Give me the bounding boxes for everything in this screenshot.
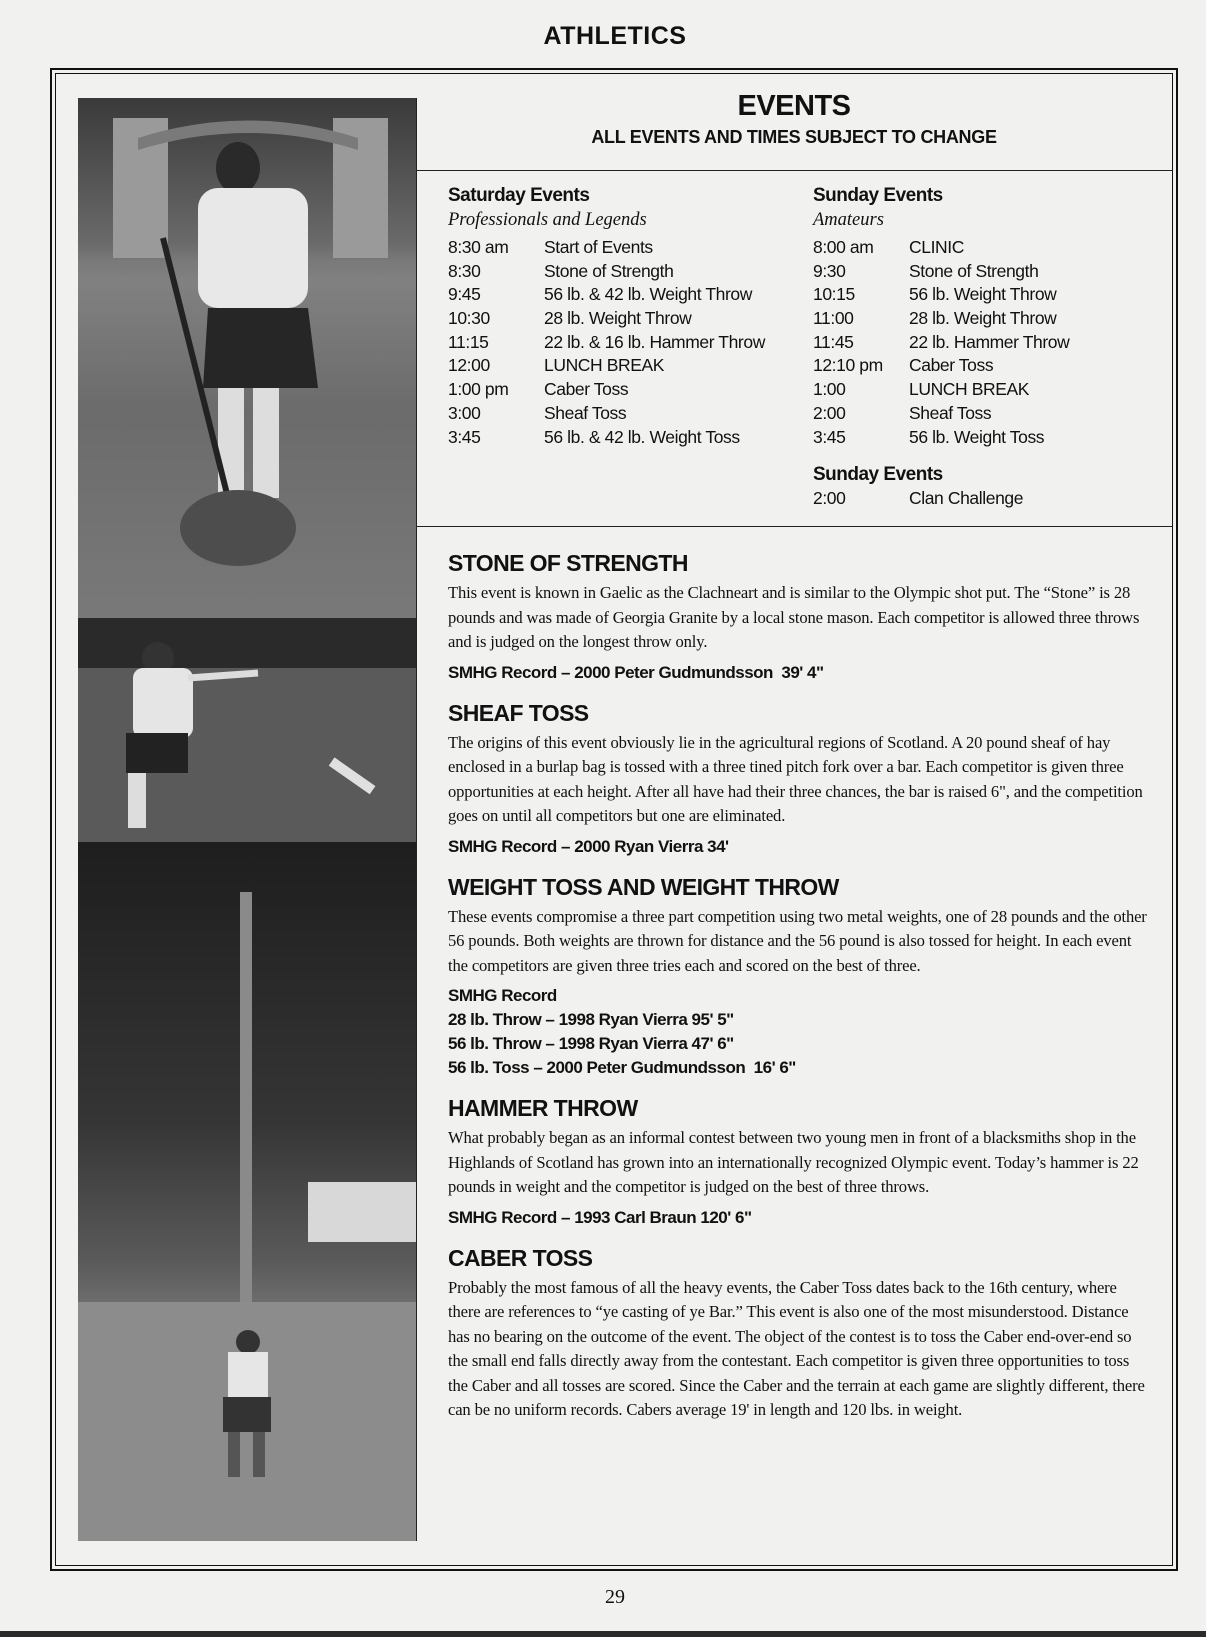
schedule-row	[448, 354, 765, 378]
schedule-row	[448, 236, 765, 260]
schedule-event: LUNCH BREAK	[544, 355, 665, 376]
athlete-stone-photo-art	[78, 98, 416, 618]
events-title: EVENTS	[737, 90, 851, 122]
schedule-row	[813, 426, 1069, 450]
event-section	[448, 870, 1148, 1081]
record-block	[448, 835, 1148, 859]
schedule-row	[813, 331, 1069, 355]
schedule-time: 11:15	[448, 331, 489, 352]
schedule-time: 9:30	[813, 260, 846, 281]
section-heading: STONE OF STRENGTH	[448, 550, 688, 576]
schedule-time: 3:00	[448, 402, 481, 423]
schedule-time: 12:10 pm	[813, 355, 883, 376]
schedule-event: Stone of Strength	[544, 260, 674, 281]
section-body: Probably the most famous of all the heavy events, the Caber Toss dates back to the 16th century, where there are references to “ye casting of ye Bar.” This event is also one of the most misunderstood. Distance has no bearing on the outcome of the event. The object of the contest is to toss the Caber end-over-end so the small end falls directly away from the contestant. Each competitor is given three opportunities to toss the Caber and all tosses are scored. Since the Caber and the terrain at each game are slightly different, there can be no uniform records. Cabers average 19' in length and 120 lbs. in weight.	[448, 1277, 1145, 1419]
schedule-row	[448, 307, 765, 331]
section-heading: SHEAF TOSS	[448, 699, 589, 726]
section-heading: HAMMER THROW	[448, 1095, 638, 1121]
section-heading: WEIGHT TOSS AND WEIGHT THROW	[448, 873, 839, 900]
record-line: 56 lb. Toss – 2000 Peter Gudmundsson 16' 6"	[448, 1058, 796, 1077]
schedule-row	[813, 378, 1069, 402]
column-divider	[416, 98, 417, 1541]
section-heading: CABER TOSS	[448, 1244, 593, 1271]
schedule-row	[813, 487, 1069, 511]
saturday-subheading: Professionals and Legends	[448, 210, 647, 230]
schedule-time: 2:00	[813, 488, 846, 509]
schedule-event: 28 lb. Weight Throw	[544, 308, 692, 329]
record-line: 56 lb. Throw – 1998 Ryan Vierra 47' 6"	[448, 1034, 734, 1053]
record-line: SMHG Record	[448, 986, 557, 1005]
schedule-event: 22 lb. Hammer Throw	[909, 331, 1070, 352]
event-section	[448, 696, 1148, 859]
schedule-event: Sheaf Toss	[544, 402, 627, 423]
divider-under-title	[416, 170, 1172, 171]
schedule-time: 8:30	[448, 260, 481, 281]
record-line: 28 lb. Throw – 1998 Ryan Vierra 95' 5"	[448, 1010, 734, 1029]
photo-caber-toss	[78, 842, 416, 1541]
schedule-row	[813, 283, 1069, 307]
sunday-schedule	[813, 184, 1069, 511]
schedule-time: 2:00	[813, 402, 846, 423]
schedule-event: Start of Events	[544, 237, 653, 257]
saturday-schedule	[448, 184, 765, 449]
sunday2-heading: Sunday Events	[813, 464, 943, 486]
schedule-row	[813, 402, 1069, 426]
schedule-time: 10:15	[813, 284, 855, 305]
schedule-event: 22 lb. & 16 lb. Hammer Throw	[544, 331, 765, 352]
schedule-row	[813, 260, 1069, 284]
schedule-row	[813, 307, 1069, 331]
schedule-row	[448, 260, 765, 284]
schedule-event: 56 lb. Weight Toss	[909, 426, 1045, 447]
schedule-event: Stone of Strength	[909, 260, 1039, 281]
schedule-event: 56 lb. & 42 lb. Weight Throw	[544, 284, 752, 305]
saturday-heading: Saturday Events	[448, 185, 590, 206]
event-section	[448, 1241, 1148, 1423]
schedule-time: 12:00	[448, 355, 490, 376]
schedule-event: Caber Toss	[909, 355, 994, 376]
sunday-heading: Sunday Events	[813, 185, 943, 206]
schedule-time: 9:45	[448, 284, 481, 305]
divider-under-schedule	[416, 526, 1172, 527]
section-body: What probably began as an informal contest between two young men in front of a blacksmiths shop in the Highlands of Scotland has grown into an internationally recognized Olympic event. Today’s hammer is 22 pounds in weight and the competitor is judged on the best of three throws.	[448, 1128, 1139, 1196]
section-body: The origins of this event obviously lie in the agricultural regions of Scotland. A 20 pound sheaf of hay enclosed in a burlap bag is tossed with a three tined pitch fork over a bar. Each competitor is given three opportunities at each height. After all have had their three chances, the bar is raised 6", and the competition goes on until all competitors but one are eliminated.	[448, 732, 1143, 825]
schedule-time: 1:00	[813, 379, 846, 400]
record-line: SMHG Record – 2000 Peter Gudmundsson 39' 4"	[448, 662, 824, 682]
schedule-row	[448, 426, 765, 450]
schedule-row	[813, 236, 1069, 260]
schedule-time: 10:30	[448, 308, 490, 329]
record-block	[448, 984, 1148, 1080]
events-title-block	[416, 90, 1172, 148]
schedule-time: 11:00	[813, 308, 854, 329]
photo-column	[78, 98, 416, 1541]
schedule-row	[448, 283, 765, 307]
schedule-row	[448, 331, 765, 355]
scan-edge	[0, 1631, 1206, 1637]
photo-weight-throw	[78, 618, 416, 842]
record-block	[448, 1206, 1148, 1230]
schedule-event: Clan Challenge	[909, 488, 1024, 509]
event-section	[448, 546, 1148, 685]
schedule-event: Caber Toss	[544, 379, 629, 400]
schedule-time: 1:00 pm	[448, 379, 509, 400]
schedule-row	[813, 354, 1069, 378]
schedule-row	[448, 378, 765, 402]
schedule-time: 3:45	[813, 426, 846, 447]
record-block	[448, 661, 1148, 685]
page-number: 29	[605, 1586, 625, 1608]
schedule-event: 56 lb. & 42 lb. Weight Toss	[544, 426, 740, 447]
schedule-event: Sheaf Toss	[909, 402, 992, 423]
section-body: These events compromise a three part competition using two metal weights, one of 28 pounds and the other 56 pounds. Both weights are thrown for distance and the 56 pound is also tossed for height. In each event the competitors are given three tries each and scored on the best of three.	[448, 906, 1147, 975]
event-section	[448, 1091, 1148, 1230]
schedule-time: 8:30 am	[448, 237, 509, 257]
photo-stone-of-strength	[78, 98, 416, 618]
section-body: This event is known in Gaelic as the Clachneart and is similar to the Olympic shot put. The “Stone” is 28 pounds and was made of Georgia Granite by a local stone mason. Each competitor is allowed three throws and is judged on the longest throw only.	[448, 583, 1140, 651]
sunday-subheading: Amateurs	[813, 210, 884, 230]
athlete-weight-photo-art	[78, 618, 416, 842]
schedule-event: LUNCH BREAK	[909, 379, 1030, 400]
schedule-row	[448, 402, 765, 426]
page-header: ATHLETICS	[543, 22, 687, 50]
schedule-time: 11:45	[813, 331, 854, 352]
schedule-event: 56 lb. Weight Throw	[909, 284, 1057, 305]
record-line: SMHG Record – 2000 Ryan Vierra 34'	[448, 836, 729, 856]
record-line: SMHG Record – 1993 Carl Braun 120' 6"	[448, 1207, 752, 1227]
athlete-caber-photo-art	[78, 842, 416, 1541]
schedule-time: 3:45	[448, 426, 481, 447]
schedule-event: 28 lb. Weight Throw	[909, 308, 1057, 329]
events-subtitle: ALL EVENTS AND TIMES SUBJECT TO CHANGE	[591, 127, 997, 147]
schedule-event: CLINIC	[909, 237, 964, 257]
schedule-time: 8:00 am	[813, 237, 874, 257]
event-descriptions	[448, 546, 1148, 1429]
